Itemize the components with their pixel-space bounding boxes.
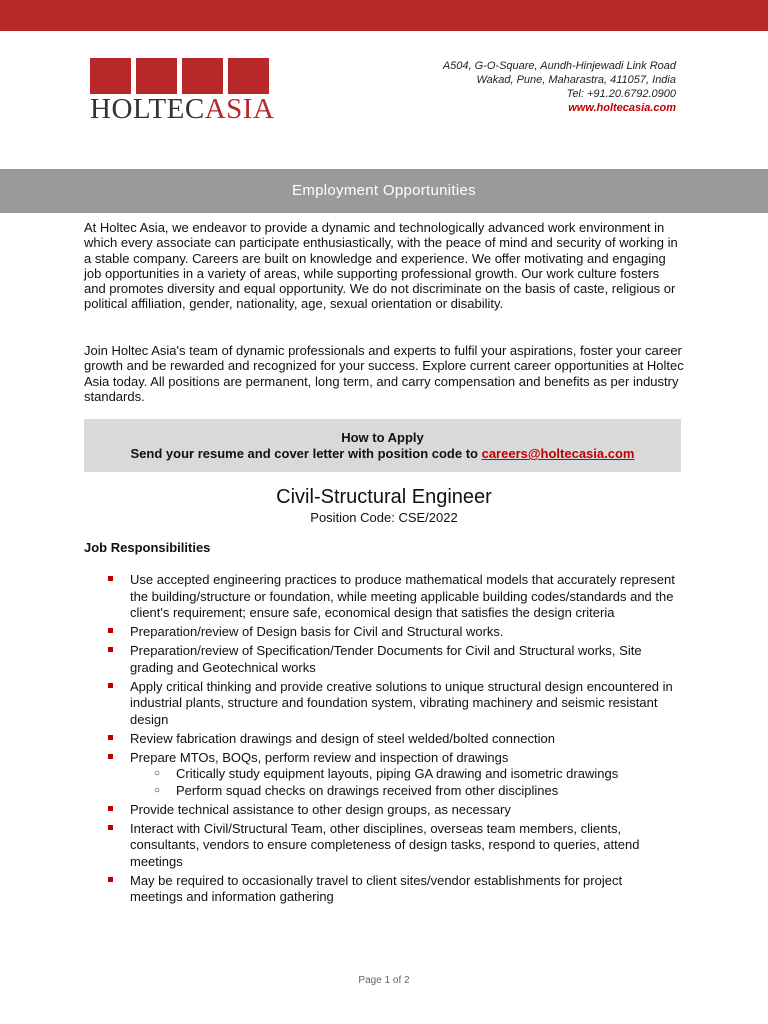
list-item-text: Prepare MTOs, BOQs, perform review and inspection of drawings xyxy=(130,749,509,765)
sub-list xyxy=(130,766,676,799)
list-item xyxy=(106,873,676,906)
list-item xyxy=(106,679,676,729)
logo-wordmark xyxy=(90,93,275,125)
logo-word-asia: ASIA xyxy=(204,93,275,125)
section-banner xyxy=(0,169,768,213)
list-item-text: Use accepted engineering practices to produce mathematical models that accurately represent the building/structure or foundation, while meeting applicable building codes/standards and the client's requirement; ensure safe, economical design that satisfies the design criteria xyxy=(130,572,675,620)
logo-block xyxy=(228,58,269,94)
list-item-text: Apply critical thinking and provide creative solutions to unique structural design encountered in industrial plants, structure and foundation system, vibrating machinery and seismic resistant design xyxy=(130,678,673,727)
square-bullet-icon xyxy=(108,806,113,811)
list-item xyxy=(106,643,676,676)
sub-list-item-text: Critically study equipment layouts, piping GA drawing and isometric drawings xyxy=(176,766,619,781)
holtec-asia-logo xyxy=(90,58,275,125)
list-item-text: Preparation/review of Design basis for Civil and Structural works. xyxy=(130,624,504,639)
company-address xyxy=(443,59,676,115)
logo-block xyxy=(182,58,223,94)
sub-list-item xyxy=(130,783,676,800)
square-bullet-icon xyxy=(108,735,113,740)
top-red-bar xyxy=(0,0,768,31)
list-item-text: Review fabrication drawings and design of steel welded/bolted connection xyxy=(130,730,555,746)
list-item xyxy=(106,821,676,871)
apply-instruction: Send your resume and cover letter with position code to xyxy=(130,446,482,461)
logo-word-holtec: HOLTEC xyxy=(90,93,205,125)
list-item xyxy=(106,802,676,819)
circle-bullet-icon: ○ xyxy=(154,768,161,779)
list-item-text: Preparation/review of Specification/Tender Documents for Civil and Structural works, Site grading and Geotechnical works xyxy=(130,643,642,675)
responsibilities-heading: Job Responsibilities xyxy=(84,540,211,555)
square-bullet-icon xyxy=(108,754,113,759)
list-item-text: Interact with Civil/Structural Team, other disciplines, overseas team members, clients, consultants, vendors to ensure completeness of design tasks, respond to queries, attend meetings xyxy=(130,820,640,869)
intro-paragraph-1: At Holtec Asia, we endeavor to provide a dynamic and technologically advanced work environment in which every associate can participate enthusiastically, with the peace of mind and security of working in a stable company. Careers are built on knowledge and experience. We offer motivating and engaging job opportunities in a variety of areas, while supporting professional growth. Our work culture fosters and promotes diversity and equal opportunity. We do not discriminate on the basis of caste, religious or political affiliation, gender, nationality, age, sexual orientation or disability. xyxy=(84,220,678,312)
how-to-apply-box xyxy=(84,419,681,472)
square-bullet-icon xyxy=(108,628,113,633)
list-item xyxy=(106,731,676,748)
list-item xyxy=(106,750,676,800)
website-link[interactable]: www.holtecasia.com xyxy=(568,102,676,114)
list-item xyxy=(106,572,676,622)
position-code: Position Code: CSE/2022 xyxy=(310,510,458,525)
responsibilities-list xyxy=(106,572,676,908)
square-bullet-icon xyxy=(108,576,113,581)
address-phone: Tel: +91.20.6792.0900 xyxy=(566,88,676,100)
square-bullet-icon xyxy=(108,683,113,688)
page-number: Page 1 of 2 xyxy=(358,975,410,986)
list-item-text: Provide technical assistance to other design groups, as necessary xyxy=(130,801,511,817)
how-to-apply-text xyxy=(84,446,681,462)
sub-list-item xyxy=(130,766,676,783)
careers-email-link[interactable]: careers@holtecasia.com xyxy=(481,446,635,461)
address-line-1: A504, G-O-Square, Aundh-Hinjewadi Link Road xyxy=(442,60,676,72)
logo-blocks xyxy=(90,58,270,94)
address-line-2: Wakad, Pune, Maharastra, 411057, India xyxy=(476,74,676,86)
sub-list-item-text: Perform squad checks on drawings received from other disciplines xyxy=(176,782,559,798)
square-bullet-icon xyxy=(108,647,113,652)
logo-block xyxy=(136,58,177,94)
intro-paragraph-2: Join Holtec Asia's team of dynamic professionals and experts to fulfil your aspirations, foster your career growth and be rewarded and recognized for your success. Explore current career opportunities at Holtec Asia today. All positions are permanent, long term, and carry compensation and benefits as per industry standards. xyxy=(84,343,684,404)
list-item-text: May be required to occasionally travel to client sites/vendor establishments for project meetings and information gathering xyxy=(130,872,623,904)
square-bullet-icon xyxy=(108,877,113,882)
square-bullet-icon xyxy=(108,825,113,830)
circle-bullet-icon: ○ xyxy=(154,784,161,796)
logo-block xyxy=(90,58,131,94)
list-item xyxy=(106,624,676,641)
job-title: Civil-Structural Engineer xyxy=(276,486,492,508)
how-to-apply-heading: How to Apply xyxy=(341,430,424,445)
banner-title: Employment Opportunities xyxy=(292,182,476,199)
